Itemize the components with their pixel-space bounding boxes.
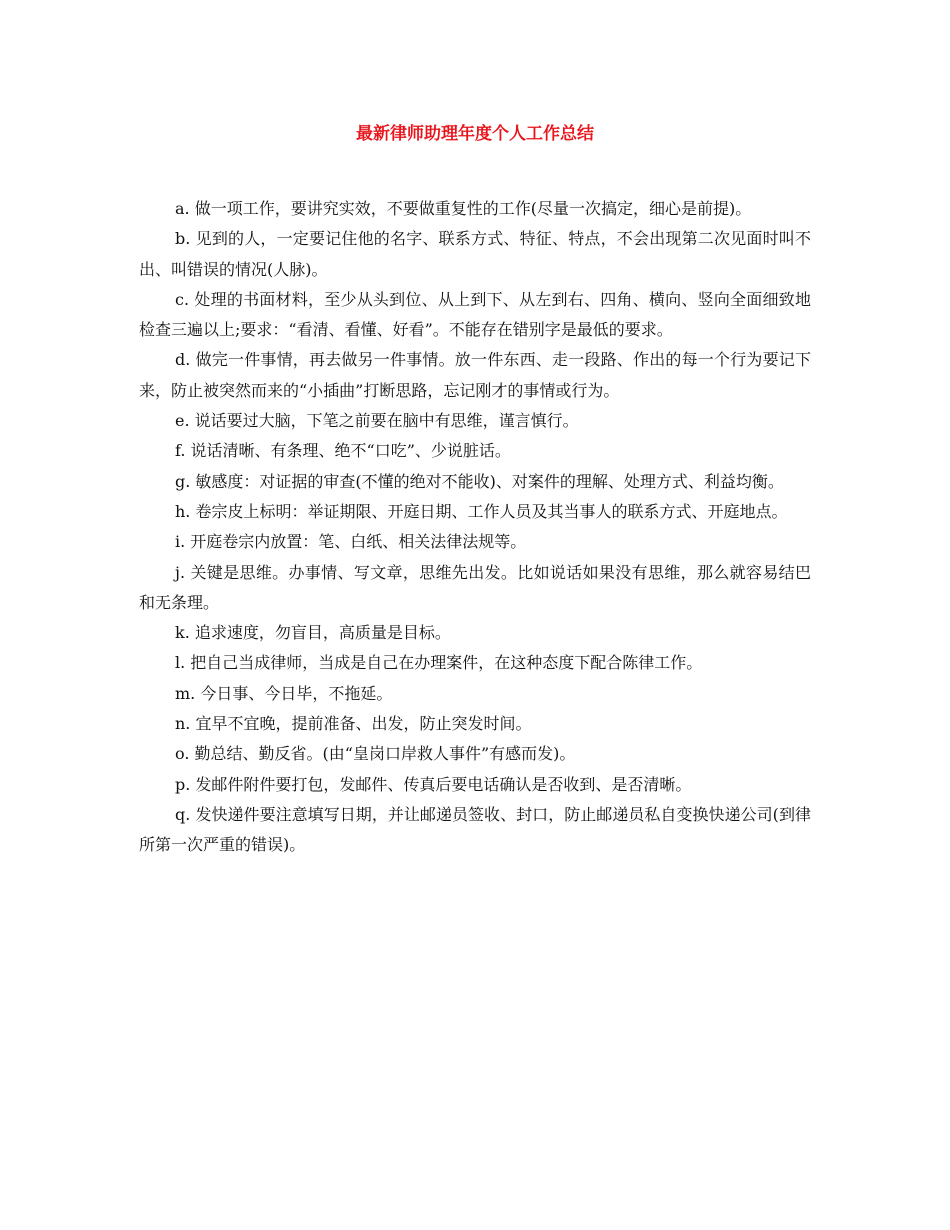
paragraph-m: m. 今日事、今日毕，不拖延。 bbox=[175, 683, 393, 703]
paragraph-d: d. 做完一件事情，再去做另一件事情。放一件东西、走一段路、作出的每一个行为要记下来，防止被突然而来的“小插曲”打断思路，忘记刚才的事情或行为。 bbox=[139, 350, 811, 400]
paragraph-q: q. 发快递件要注意填写日期，并让邮递员签收、封口，防止邮递员私自变换快递公司(到律所第一次严重的错误)。 bbox=[139, 804, 811, 855]
document-title: 最新律师助理年度个人工作总结 bbox=[356, 124, 594, 144]
paragraph-l: l. 把自己当成律师，当成是自己在办理案件，在这种态度下配合陈律工作。 bbox=[175, 653, 703, 673]
paragraph-b: b. 见到的人，一定要记住他的名字、联系方式、特征、特点，不会出现第二次见面时叫不出、叫错误的情况(人脉)。 bbox=[139, 229, 811, 279]
paragraph-n: n. 宜早不宜晚，提前准备、出发，防止突发时间。 bbox=[175, 714, 532, 734]
paragraph-g: g. 敏感度：对证据的审查(不懂的绝对不能收)、对案件的理解、处理方式、利益均衡。 bbox=[175, 471, 784, 491]
paragraph-c: c. 处理的书面材料，至少从头到位、从上到下、从左到右、四角、横向、竖向全面细致地检查三遍以上;要求：“看清、看懂、好看”。不能存在错别字是最低的要求。 bbox=[139, 289, 811, 340]
paragraph-i: i. 开庭卷宗内放置：笔、白纸、相关法律法规等。 bbox=[175, 532, 527, 552]
paragraph-p: p. 发邮件附件要打包，发邮件、传真后要电话确认是否收到、是否清晰。 bbox=[175, 774, 692, 794]
paragraph-k: k. 追求速度，勿盲目，高质量是目标。 bbox=[175, 623, 451, 643]
paragraph-f: f. 说话清晰、有条理、绝不“口吃”、少说脏话。 bbox=[175, 441, 511, 461]
paragraph-a: a. 做一项工作，要讲究实效，不要做重复性的工作(尽量一次搞定，细心是前提)。 bbox=[175, 199, 752, 218]
paragraph-e: e. 说话要过大脑，下笔之前要在脑中有思维，谨言慎行。 bbox=[175, 411, 579, 431]
paragraph-h: h. 卷宗皮上标明：举证期限、开庭日期、工作人员及其当事人的联系方式、开庭地点。 bbox=[175, 501, 788, 521]
paragraph-j: j. 关键是思维。办事情、写文章，思维先出发。比如说话如果没有思维，那么就容易结巴和无条理。 bbox=[139, 562, 811, 612]
document-body bbox=[139, 194, 811, 861]
paragraph-o: o. 勤总结、勤反省。(由“皇岗口岸救人事件”有感而发)。 bbox=[175, 744, 576, 764]
